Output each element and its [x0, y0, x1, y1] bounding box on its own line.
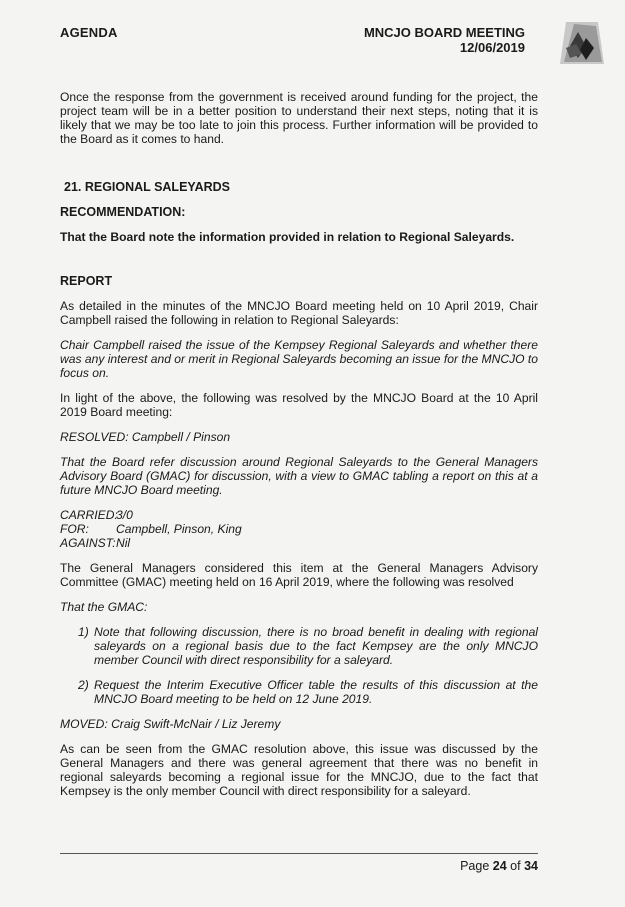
recommendation-text: That the Board note the information provided in relation to Regional Saleyards. [60, 230, 515, 244]
list-item-number: 1) [78, 625, 89, 639]
vote-value: Campbell, Pinson, King [116, 522, 242, 536]
intro-paragraph: Once the response from the government is received around funding for the project, the project team will be in a better position to understand their next steps, noting that it is likely that we may be too late to join this process. Further information will be provided to the Board as it comes to hand. [60, 90, 538, 146]
vote-label: AGAINST: [60, 536, 116, 550]
vote-row [60, 508, 538, 522]
vote-value: 3/0 [116, 508, 133, 522]
recommendation-heading: RECOMMENDATION: [60, 205, 186, 219]
report-paragraph-1: As detailed in the minutes of the MNCJO Board meeting held on 10 April 2019, Chair Campbell raised the following in relation to Regional Saleyards: [60, 299, 538, 327]
resolved-line: RESOLVED: Campbell / Pinson [60, 430, 231, 444]
mncjo-logo-icon [556, 18, 606, 68]
report-heading: REPORT [60, 274, 113, 288]
list-item [78, 678, 538, 706]
page-number [460, 859, 538, 873]
header-title: MNCJO BOARD MEETING [363, 25, 525, 40]
vote-table [60, 508, 538, 550]
footer-divider [60, 853, 538, 854]
vote-row [60, 522, 538, 536]
page-of-label: of [510, 859, 521, 873]
report-paragraph-2: In light of the above, the following was resolved by the MNCJO Board at the 10 April 2019 Board meeting: [60, 391, 538, 419]
page-label: Page [460, 859, 490, 873]
vote-row [60, 536, 538, 550]
report-paragraph-3: The General Managers considered this item at the General Managers Advisory Committee (GMAC) meeting held on 16 April 2019, where the following was resolved [60, 561, 538, 589]
page-content [60, 90, 538, 809]
header-agenda: AGENDA [60, 25, 118, 40]
gmac-intro: That the GMAC: [60, 600, 148, 614]
quote-paragraph: Chair Campbell raised the issue of the Kempsey Regional Saleyards and whether there was any interest and or merit in Regional Saleyards becoming an issue for the MNCJO to focus on. [60, 338, 538, 380]
resolution-text: That the Board refer discussion around Regional Saleyards to the General Managers Advisory Board (GMAC) for discussion, with a view to GMAC tabling a report on this at a future MNCJO Board meeting. [60, 455, 538, 497]
page-total: 34 [524, 859, 538, 873]
vote-label: FOR: [60, 522, 89, 536]
header-date: 12/06/2019 [459, 40, 525, 55]
vote-value: Nil [116, 536, 131, 550]
header-meeting [364, 25, 525, 55]
list-item-text: Note that following discussion, there is no broad benefit in dealing with regional saleyards on a regional basis due to the fact Kempsey are the only MNCJO member Council with direct responsibility for a saleyard. [94, 625, 538, 667]
list-item [78, 625, 538, 667]
list-item-number: 2) [78, 678, 89, 692]
list-item-text: Request the Interim Executive Officer table the results of this discussion at the MNCJO Board meeting to be held on 12 June 2019. [94, 678, 538, 706]
section-heading: 21. REGIONAL SALEYARDS [64, 180, 231, 194]
page-current: 24 [492, 859, 507, 873]
moved-line: MOVED: Craig Swift-McNair / Liz Jeremy [60, 717, 281, 731]
gmac-resolution-list [60, 625, 538, 706]
report-paragraph-4: As can be seen from the GMAC resolution above, this issue was discussed by the General Managers and there was general agreement that there was no benefit in regional saleyards becoming a regional issue for the MNCJO, due to the fact that Kempsey is the only member Council with direct responsibility for a saleyard. [60, 742, 538, 798]
vote-label: CARRIED: [60, 508, 118, 522]
